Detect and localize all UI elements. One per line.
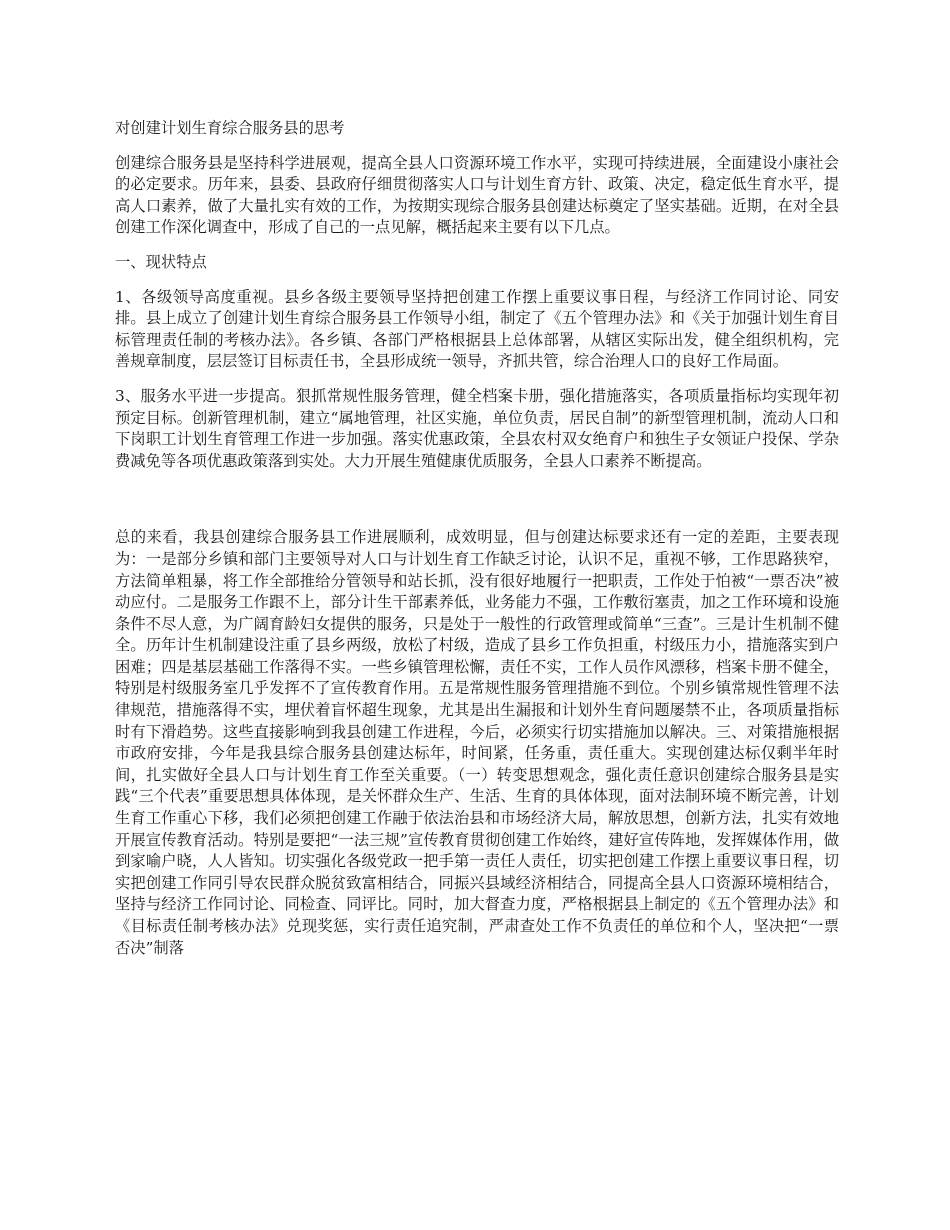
point-3-paragraph: 3、服务水平进一步提高。狠抓常规性服务管理，健全档案卡册，强化措施落实，各项质量指标均实现年初预定目标。创新管理机制，建立“属地管理，社区实施，单位负责，居民自制”的新型管理机制，流动人口和下岗职工计划生育管理工作进一步加强。落实优惠政策，全县农村双女绝育户和独生子女领证户投保、学杂费减免等各项优惠政策落到实处。大力开展生殖健康优质服务，全县人口素养不断提高。: [115, 386, 839, 470]
document-page: [115, 118, 839, 972]
section-heading-status: 一、现状特点: [115, 252, 207, 271]
page-gap: [115, 485, 839, 527]
document-title: 对创建计划生育综合服务县的思考: [115, 119, 345, 137]
summary-paragraph: 总的来看，我县创建综合服务县工作进展顺利，成效明显，但与创建达标要求还有一定的差距，主要表现为：一是部分乡镇和部门主要领导对人口与计划生育工作缺乏讨论，认识不足，重视不够，工作思路狭窄，方法简单粗暴，将工作全部推给分管领导和站长抓，没有很好地履行一把职责，工作处于怕被“一票否决”被动应付。二是服务工作跟不上，部分计生干部素养低，业务能力不强，工作敷衍塞责，加之工作环境和设施条件不尽人意，为广阔育龄妇女提供的服务，只是处于一般性的行政管理或简单“三查”。三是计生机制不健全。历年计生机制建设注重了县乡两级，放松了村级，造成了县乡工作负担重，村级压力小，措施落实到户困难；四是基层基础工作落得不实。一些乡镇管理松懈，责任不实，工作人员作风漂移，档案卡册不健全，特别是村级服务室几乎发挥不了宣传教育作用。五是常规性服务管理措施不到位。个别乡镇常规性管理不法律规范，措施落得不实，埋伏着盲怀超生现象，尤其是出生漏报和计划外生育问题屡禁不止，各项质量指标时有下滑趋势。这些直接影响到我县创建工作进程，今后，必须实行切实措施加以解决。三、对策措施根据市政府安排，今年是我县综合服务县创建达标年，时间紧，任务重，责任重大。实现创建达标仅剩半年时间，扎实做好全县人口与计划生育工作至关重要。（一）转变思想观念，强化责任意识创建综合服务县是实践“三个代表”重要思想具体体现，是关怀群众生产、生活、生育的具体体现，面对法制环境不断完善，计划生育工作重心下移，我们必须把创建工作融于依法治县和市场经济大局，解放思想，创新方法，扎实有效地开展宣传教育活动。特别是要把“一法三规”宣传教育贯彻创建工作始终，建好宣传阵地，发挥媒体作用，做到家喻户晓，人人皆知。切实强化各级党政一把手第一责任人责任，切实把创建工作摆上重要议事日程，切实把创建工作同引导农民群众脱贫致富相结合，同振兴县域经济相结合，同提高全县人口资源环境相结合，坚持与经济工作同讨论、同检查、同评比。同时，加大督查力度，严格根据县上制定的《五个管理办法》和《目标责任制考核办法》兑现奖惩，实行责任追究制，严肃查处工作不负责任的单位和个人，坚决把“一票否决”制落: [115, 528, 839, 957]
point-1-paragraph: 1、各级领导高度重视。县乡各级主要领导坚持把创建工作摆上重要议事日程，与经济工作同讨论、同安排。县上成立了创建计划生育综合服务县工作领导小组，制定了《五个管理办法》和《关于加强计划生育目标管理责任制的考核办法》。各乡镇、各部门严格根据县上总体部署，从辖区实际出发，健全组织机构，完善规章制度，层层签订目标责任书，全县形成统一领导，齐抓共管，综合治理人口的良好工作局面。: [115, 287, 839, 371]
intro-paragraph: 创建综合服务县是坚持科学进展观，提高全县人口资源环境工作水平，实现可持续进展，全面建设小康社会的必定要求。历年来，县委、县政府仔细贯彻落实人口与计划生育方针、政策、决定，稳定低生育水平，提高人口素养，做了大量扎实有效的工作，为按期实现综合服务县创建达标奠定了坚实基础。近期，在对全县创建工作深化调查中，形成了自己的一点见解，概括起来主要有以下几点。: [115, 153, 839, 237]
